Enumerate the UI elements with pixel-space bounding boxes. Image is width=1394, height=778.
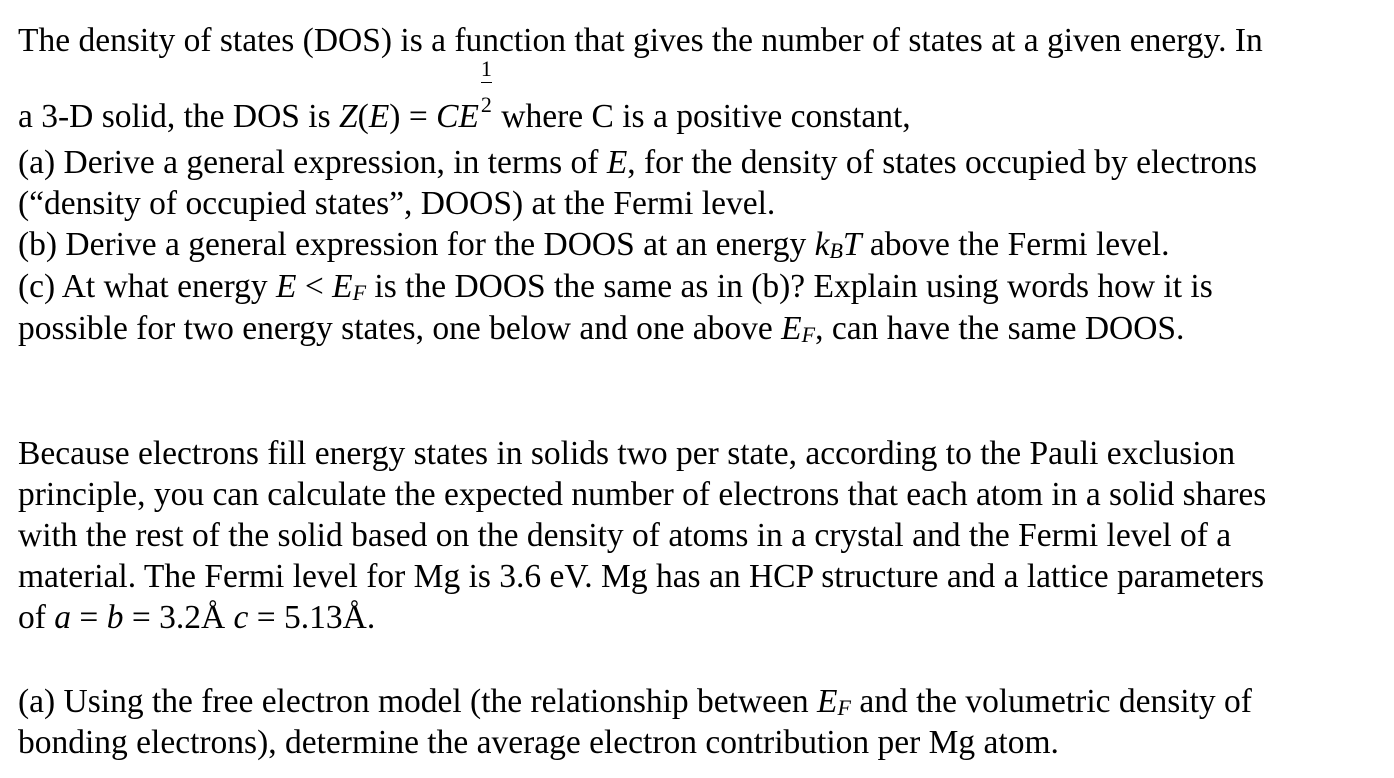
p1-intro-line-2 [18, 56, 911, 136]
p1-part-a-line-2 [18, 185, 775, 223]
p1-c2-subscript-f: F [801, 322, 816, 347]
lattice-value-c: = 5.13Å. [248, 599, 376, 636]
p1-intro-text-2a: a 3-D solid, the DOS is [18, 98, 340, 135]
p2-line-4 [18, 558, 1264, 596]
lattice-eq-1: = [71, 599, 107, 636]
p2-a-symbol-ef: E [817, 683, 838, 720]
p1-part-c-line-2 [18, 310, 1184, 354]
dos-symbol-e: E [368, 98, 390, 135]
p1-part-a-line-1 [18, 144, 1257, 182]
dos-exponent-fraction [480, 56, 493, 136]
p1-b-subscript-b: B [829, 238, 843, 263]
p2-line-5 [18, 599, 375, 637]
p2-line-3 [18, 517, 1231, 555]
lattice-symbol-a: a [54, 599, 72, 636]
p2-part-a-line-2 [18, 724, 1059, 762]
p1-b-text-b: above the Fermi level. [861, 226, 1170, 263]
exponent-numerator: 1 [480, 56, 492, 81]
dos-paren-close-eq: ) = [389, 98, 437, 135]
p1-c-text-1b: is the DOOS the same as in (b)? Explain using words how it is [366, 268, 1213, 305]
p1-c2-symbol-ef: E [781, 310, 802, 347]
p1-c-text-1a: (c) At what energy [18, 268, 276, 305]
fraction-bar [481, 82, 492, 83]
p1-intro-text-1: The density of states (DOS) is a function that gives the number of states at a given energy. In [18, 22, 1263, 59]
p1-intro-line-1 [18, 22, 1263, 60]
lattice-symbol-b: b [106, 599, 124, 636]
p1-part-c-line-1 [18, 268, 1213, 312]
p2-line-1 [18, 435, 1235, 473]
p1-b-symbol-t: T [842, 226, 862, 263]
p2-text-2: principle, you can calculate the expected number of electrons that each atom in a solid shares [18, 476, 1267, 513]
dos-symbol-z: Z [339, 98, 358, 135]
p2-a-text-1a: (a) Using the free electron model (the relationship between [18, 683, 818, 720]
p2-a-subscript-f: F [837, 695, 851, 720]
p1-c-subscript-f: F [352, 280, 367, 305]
p1-c-symbol-e: E [276, 268, 297, 305]
p2-a-text-2: bonding electrons), determine the average electron contribution per Mg atom. [18, 724, 1059, 761]
p2-line-2 [18, 476, 1266, 514]
p2-part-a-line-1 [18, 683, 1252, 727]
lattice-symbol-c: c [233, 599, 249, 636]
p2-a-text-1b: and the volumetric density of [850, 683, 1252, 720]
p1-c-text-2a: possible for two energy states, one below and one above [18, 310, 782, 347]
p1-b-symbol-k: k [814, 226, 830, 263]
exponent-denominator: 2 [480, 92, 492, 117]
p1-c-less-than: < [296, 268, 333, 305]
p2-text-of: of [18, 599, 55, 636]
dos-symbol-ce: CE [436, 98, 479, 135]
p1-a-text-1b: , for the density of states occupied by electrons [627, 144, 1258, 181]
p1-part-b-line [18, 226, 1169, 270]
p1-c-symbol-ef: E [332, 268, 353, 305]
p1-b-text-a: (b) Derive a general expression for the DOOS at an energy [18, 226, 815, 263]
p1-a-text-2: (“density of occupied states”, DOOS) at the Fermi level. [18, 185, 776, 222]
p1-intro-text-2b: where C is a positive constant, [492, 98, 911, 135]
p1-a-text-1a: (a) Derive a general expression, in terms of [18, 144, 607, 181]
p1-c-text-2b: , can have the same DOOS. [815, 310, 1185, 347]
p2-text-1: Because electrons fill energy states in solids two per state, according to the Pauli exclusion [18, 435, 1236, 472]
dos-paren-open: ( [357, 98, 369, 135]
lattice-value-ab: = 3.2Å [123, 599, 234, 636]
p2-text-4: material. The Fermi level for Mg is 3.6 eV. Mg has an HCP structure and a lattice parameters [18, 558, 1264, 595]
p2-text-3: with the rest of the solid based on the density of atoms in a crystal and the Fermi level of a [18, 517, 1232, 554]
p1-a-symbol-e: E [606, 144, 628, 181]
